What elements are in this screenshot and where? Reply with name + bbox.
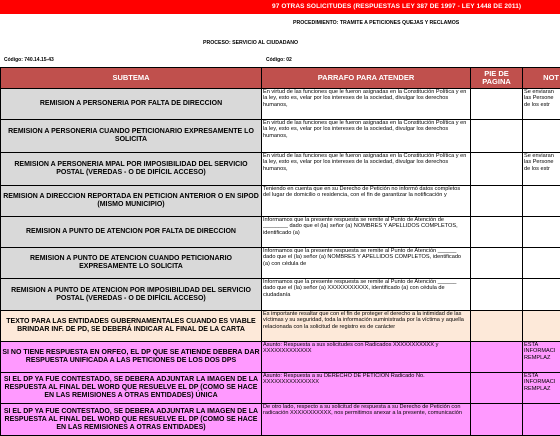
parrafo-cell[interactable]: [262, 217, 471, 248]
parrafo-cell-text: Informamos que la presente respuesta se remite al Punto de Atención de ________ dado que el (la) señor (a) NOMBRES Y APELLIDOS COMPLETOS, identificado (a): [263, 217, 469, 236]
subtema-cell-text: TEXTO PARA LAS ENTIDADES GUBERNAMENTALES CUANDO ES VIABLE BRINDAR INF. DE PD, SE DEBERÁ INDICAR AL FINAL DE LA CARTA: [2, 318, 260, 334]
pie-cell[interactable]: [471, 373, 523, 404]
nota-cell[interactable]: [523, 89, 560, 120]
parrafo-cell[interactable]: [262, 186, 471, 217]
subtema-cell-text: REMISIÓN A PUNTO DE ATENCIÓN POR FALTA DE DIRECCIÓN: [2, 228, 260, 236]
pie-cell[interactable]: [471, 217, 523, 248]
parrafo-cell[interactable]: [262, 248, 471, 279]
nota-cell[interactable]: [523, 217, 560, 248]
table-row[interactable]: [1, 279, 560, 311]
nota-cell[interactable]: [523, 311, 560, 342]
parrafo-cell[interactable]: [262, 279, 471, 311]
subtema-cell[interactable]: [1, 120, 262, 153]
nota-cell-text: Se enviaran las Persone de los estr: [524, 89, 559, 108]
nota-cell-text: ESTA INFORMACI REMPLAZ: [524, 373, 559, 392]
table-row[interactable]: [1, 373, 560, 404]
parrafo-cell-text: En virtud de las funciones que le fueron asignadas en la Constitución Política y en la ley, esto es, velar por los intereses de la sociedad, divulgar los derechos humanos,: [263, 89, 469, 108]
codigo-field: [4, 55, 54, 65]
parrafo-cell-text: Informamos que la presente respuesta se remite al Punto de Atención ______ dado que el (la) señor (a) NOMBRES Y APELLIDOS COMPLETOS, identificado (a) con cédula de: [263, 248, 469, 267]
version-value: 02: [286, 57, 292, 63]
table-row[interactable]: [1, 217, 560, 248]
parrafo-cell-text: De otro lado, respecto a su solicitud de respuesta a su Derecho de Petición con radicación XXXXXXXXXXX, nos permitimos anexar a la presente, comunicación: [263, 404, 469, 417]
subtema-cell-text: REMISIÓN A PUNTO DE ATENCION POR IMPOSIBILIDAD DEL SERVICIO POSTAL (VEREDAS - O DE DIFÍCIL ACCESO): [2, 287, 260, 303]
nota-cell-text: Se enviaran las Persone de los estr: [524, 153, 559, 172]
parrafo-cell-text: Teniendo en cuenta que en su Derecho de Petición no informó datos completos del lugar de domicilio o residencia, con el fin de garantizar la notificación y: [263, 186, 469, 199]
table-body: [1, 89, 560, 436]
column-header-pie: PIE DE PAGINA: [471, 68, 523, 89]
subtema-cell[interactable]: [1, 217, 262, 248]
column-header-subtema: SUBTEMA: [1, 68, 262, 89]
subtema-cell[interactable]: [1, 279, 262, 311]
nota-cell[interactable]: [523, 120, 560, 153]
table-row[interactable]: [1, 153, 560, 186]
subtema-cell[interactable]: [1, 248, 262, 279]
parrafo-cell[interactable]: [262, 373, 471, 404]
table-row[interactable]: [1, 248, 560, 279]
nota-cell[interactable]: [523, 279, 560, 311]
parrafo-cell-text: En virtud de las funciones que le fueron asignadas en la Constitución Política y en la ley, esto es, velar por los intereses de la sociedad, divulgar los derechos humanos,: [263, 153, 469, 172]
subtema-cell-text: REMISIÓN A DIRECCIÓN REPORTADA EN PETICIÓN ANTERIOR O EN SIPOD (MISMO MUNICIPIO): [2, 193, 260, 209]
pie-cell[interactable]: [471, 120, 523, 153]
response-templates-table: [0, 67, 560, 436]
parrafo-cell-text: Asunto: Respuesta a sus solicitudes con Radicados XXXXXXXXXXX y XXXXXXXXXXXXX: [263, 342, 469, 355]
version-label: Código:: [266, 57, 285, 63]
parrafo-cell[interactable]: [262, 311, 471, 342]
version-field: [266, 55, 292, 65]
subtema-cell-text: REMISIÓN A PUNTO DE ATENCIÓN CUANDO PETICIONARIO EXPRESAMENTE LO SOLICITA: [2, 255, 260, 271]
table-row[interactable]: [1, 89, 560, 120]
parrafo-cell[interactable]: [262, 89, 471, 120]
subtema-cell-text: SI EL DP YA FUE CONTESTADO, SE DEBERÁ ADJUNTAR LA IMAGEN DE LA RESPUESTA AL FINAL DEL WORD QUE RESUELVE EL DP (COMO SE HACE EN LAS REMISIONES A OTRAS ENTIDADES): [2, 408, 260, 432]
table-row[interactable]: [1, 342, 560, 373]
codigo-value: 740.14.15-43: [24, 57, 53, 63]
nota-cell[interactable]: [523, 186, 560, 217]
pie-cell[interactable]: [471, 342, 523, 373]
column-header-parrafo: PARRAFO PARA ATENDER: [262, 68, 471, 89]
nota-cell[interactable]: [523, 153, 560, 186]
pie-cell[interactable]: [471, 186, 523, 217]
subtema-cell-text: REMISIÓN A PERSONERÍA MPAL POR IMPOSIBILIDAD DEL SERVICIO POSTAL (VEREDAS - O DE DIFÍCIL ACCESO): [2, 161, 260, 177]
subtema-cell-text: SI NO TIENE RESPUESTA EN ORFEO, EL DP QUE SE ATIENDE DEBERÁ DAR RESPUESTA UNIFICADA A LAS PETICIONES DE LOS DOS DPS: [2, 349, 260, 365]
table-header-row: [1, 68, 560, 89]
parrafo-cell-text: En virtud de las funciones que le fueron asignadas en la Constitución Política y en la ley, esto es, velar por los intereses de la sociedad, divulgar los derechos humanos,: [263, 120, 469, 139]
parrafo-cell[interactable]: [262, 153, 471, 186]
column-header-nota: NOT: [523, 68, 560, 89]
procedimiento-label: PROCEDIMIENTO: TRAMITE A PETICIONES QUEJAS Y RECLAMOS: [0, 20, 560, 26]
subtema-cell-text: SI EL DP YA FUE CONTESTADO, SE DEBERÁ ADJUNTAR LA IMAGEN DE LA RESPUESTA AL FINAL DEL WORD QUE RESUELVE EL DP (COMO SE HACE EN LAS REMISIONES A OTRAS ENTIDADES) ÚNICA: [2, 376, 260, 400]
subtema-cell[interactable]: [1, 186, 262, 217]
parrafo-cell-text: Es importante resaltar que con el fin de proteger el derecho a la intimidad de las víctimas y su seguridad, toda la información suministrada por la víctima y aquella relacionada con la solicitud de registro es de carácter: [263, 311, 469, 330]
subtema-cell[interactable]: [1, 311, 262, 342]
table-row[interactable]: [1, 186, 560, 217]
parrafo-cell-text: Asunto: Respuesta a su DERECHO DE PETICIÓN Radicado No. XXXXXXXXXXXXXXX: [263, 373, 469, 386]
nota-cell[interactable]: [523, 373, 560, 404]
pie-cell[interactable]: [471, 311, 523, 342]
subtema-cell[interactable]: [1, 153, 262, 186]
codigo-label: Código:: [4, 57, 23, 63]
document-title: 97 OTRAS SOLICITUDES (RESPUESTAS LEY 387 DE 1997 - LEY 1448 DE 2011): [272, 3, 521, 10]
proceso-label: PROCESO: SERVICIO AL CIUDADANO: [0, 40, 560, 46]
parrafo-cell[interactable]: [262, 342, 471, 373]
nota-cell-text: ESTA INFORMACI REMPLAZ: [524, 342, 559, 361]
pie-cell[interactable]: [471, 89, 523, 120]
subtema-cell[interactable]: [1, 373, 262, 404]
subtema-cell[interactable]: [1, 89, 262, 120]
parrafo-cell[interactable]: [262, 120, 471, 153]
subtema-cell[interactable]: [1, 342, 262, 373]
table-row[interactable]: [1, 311, 560, 342]
nota-cell[interactable]: [523, 248, 560, 279]
pie-cell[interactable]: [471, 153, 523, 186]
document-title-bar: [0, 0, 560, 14]
parrafo-cell-text: Informamos que la presente respuesta se remite al Punto de Atención ______ dado que el (la) señor (a) XXXXXXXXXXX, identificado (a) con cédula de ciudadanía: [263, 279, 469, 298]
table-row[interactable]: [1, 120, 560, 153]
nota-cell[interactable]: [523, 342, 560, 373]
pie-cell[interactable]: [471, 279, 523, 311]
subtema-cell-text: REMISIÓN A PERSONERÍA CUANDO PETICIONARIO EXPRESAMENTE LO SOLICITA: [2, 128, 260, 144]
subtema-cell-text: REMISIÓN A PERSONERÍA POR FALTA DE DIRECCIÓN: [2, 100, 260, 108]
pie-cell[interactable]: [471, 248, 523, 279]
